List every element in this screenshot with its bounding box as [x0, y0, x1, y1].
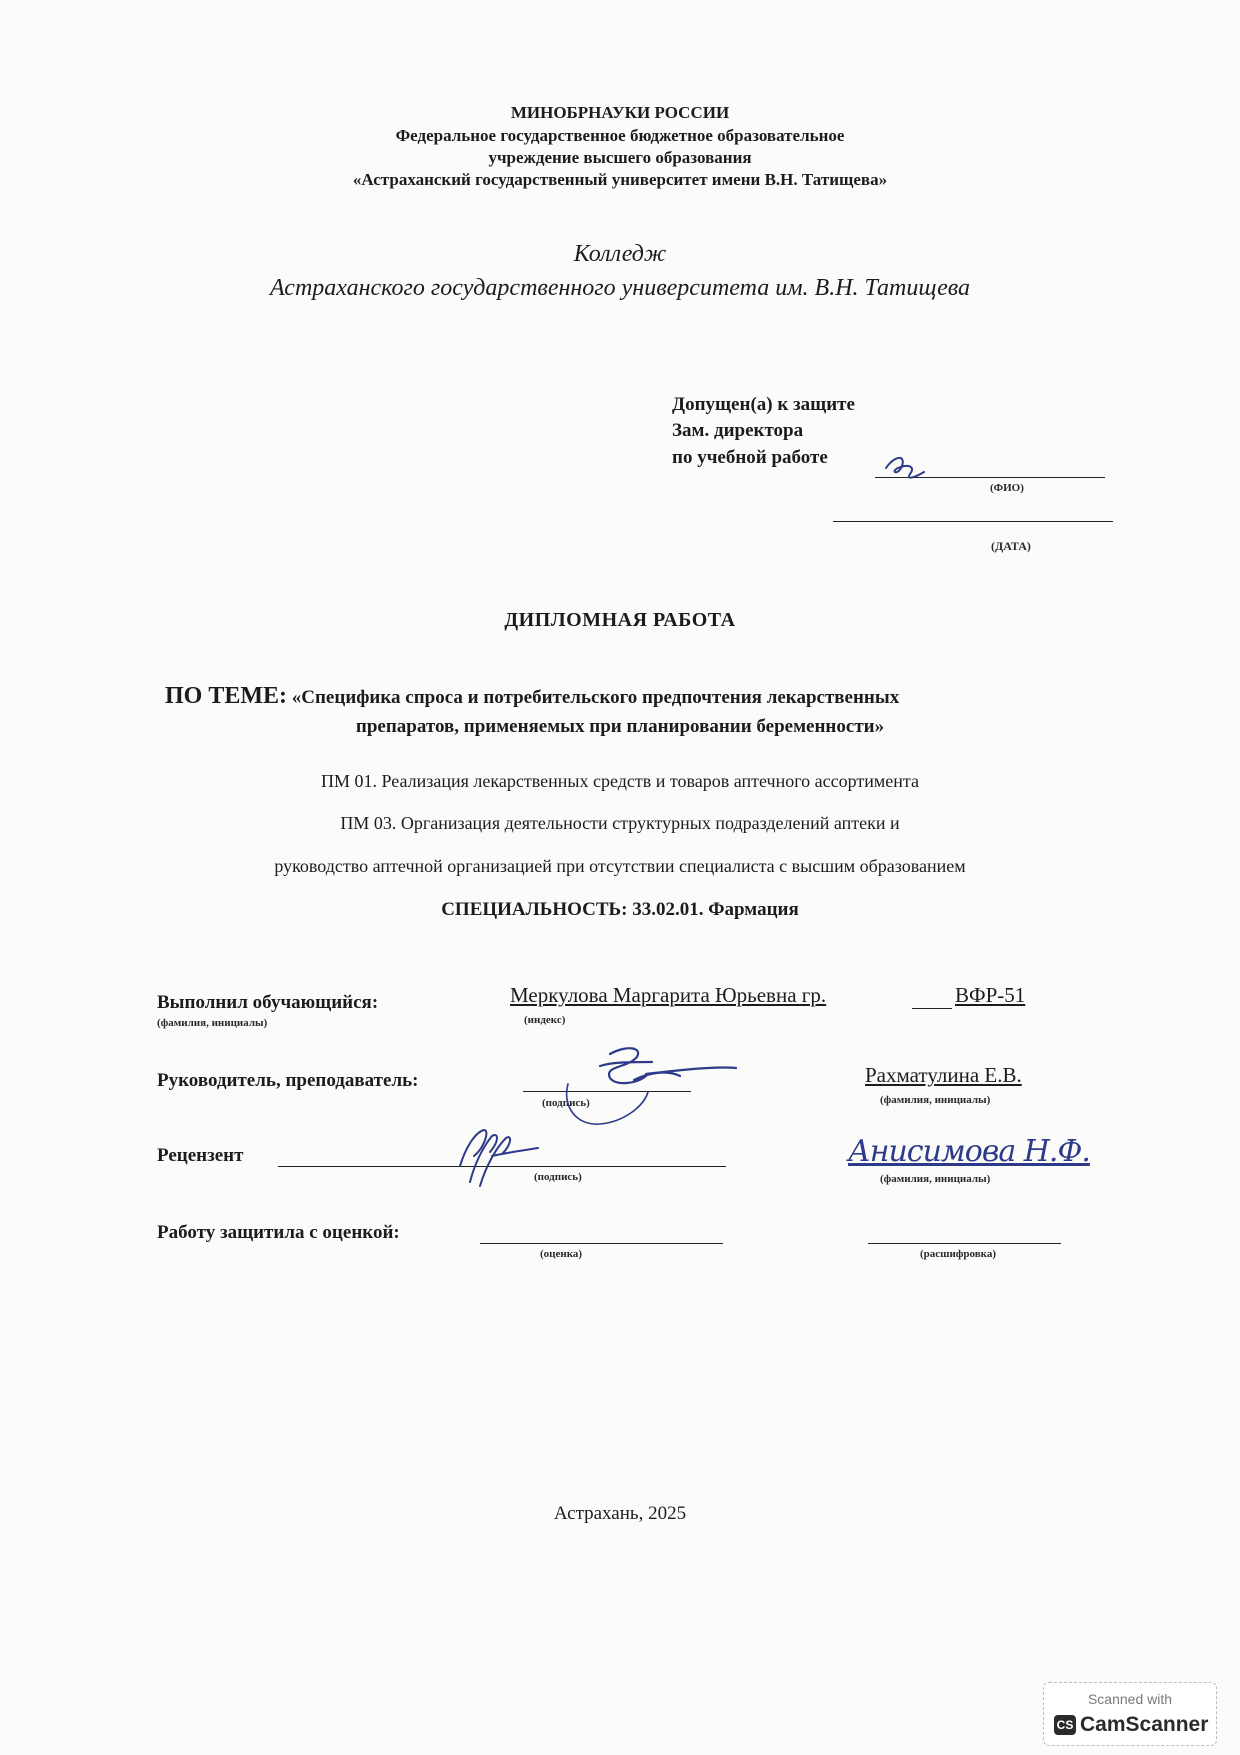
institution-line-3: «Астраханский государственный университет имени В.Н. Татищева»	[352, 170, 888, 189]
grade-caption: (оценка)	[540, 1248, 583, 1260]
badge-brand: CamScanner	[1080, 1713, 1209, 1736]
group-underline-gap	[912, 1008, 952, 1009]
institution-line-1: Федеральное государственное бюджетное образовательное	[395, 126, 845, 145]
approval-line-2: Зам. директора	[672, 420, 804, 441]
module-pm01: ПМ 01. Реализация лекарственных средств и товаров аптечного ассортимента	[321, 771, 919, 791]
grade-label: Работу защитила с оценкой:	[157, 1222, 400, 1243]
badge-brand-row	[1054, 1713, 1208, 1737]
approval-signature	[880, 446, 932, 486]
index-caption: (индекс)	[524, 1014, 566, 1026]
decode-line	[868, 1243, 1061, 1244]
supervisor-name: Рахматулина Е.В.	[865, 1063, 1022, 1087]
decode-caption: (расшифровка)	[920, 1248, 997, 1260]
college-subtitle: Астраханского государственного университета им. В.Н. Татищева	[270, 275, 970, 301]
reviewer-name-caption: (фамилия, инициалы)	[880, 1173, 991, 1185]
supervisor-signature-caption: (подпись)	[542, 1097, 590, 1109]
topic-title-line-2: препаратов, применяемых при планировании беременности»	[355, 716, 885, 737]
fio-caption: (ФИО)	[990, 482, 1024, 494]
reviewer-name: Анисимова Н.Ф.	[848, 1134, 1090, 1169]
city-year: Астрахань, 2025	[553, 1503, 687, 1524]
ministry-title: МИНОБРНАУКИ РОССИИ	[510, 103, 730, 122]
performer-group: ВФР-51	[955, 983, 1026, 1007]
performer-caption: (фамилия, инициалы)	[157, 1017, 268, 1029]
performer-name: Меркулова Маргарита Юрьевна гр.	[510, 983, 827, 1007]
reviewer-signature	[440, 1122, 540, 1190]
camscanner-logo-icon: CS	[1054, 1715, 1076, 1735]
module-pm03-line-2: руководство аптечной организацией при отсутствии специалиста с высшим образованием	[274, 856, 966, 876]
approval-line-1: Допущен(а) к защите	[672, 394, 855, 415]
grade-line	[480, 1243, 723, 1244]
college-title: Колледж	[573, 241, 667, 267]
module-pm03-line-1: ПМ 03. Организация деятельности структурных подразделений аптеки и	[340, 813, 900, 833]
supervisor-signature	[540, 1040, 745, 1135]
supervisor-label: Руководитель, преподаватель:	[157, 1070, 419, 1091]
topic-title-line-1: «Специфика спроса и потребительского предпочтения лекарственных	[291, 687, 900, 708]
performer-label: Выполнил обучающийся:	[157, 992, 379, 1013]
camscanner-badge	[1043, 1682, 1217, 1746]
date-caption: (ДАТА)	[991, 539, 1031, 553]
document-type: ДИПЛОМНАЯ РАБОТА	[504, 609, 736, 631]
supervisor-name-caption: (фамилия, инициалы)	[880, 1094, 991, 1106]
approval-line-3: по учебной работе	[672, 447, 828, 468]
topic-prefix: ПО ТЕМЕ:	[165, 683, 288, 709]
topic-line-1	[165, 683, 899, 710]
institution-line-2: учреждение высшего образования	[488, 148, 752, 167]
specialty: СПЕЦИАЛЬНОСТЬ: 33.02.01. Фармация	[441, 899, 799, 920]
reviewer-signature-caption: (подпись)	[534, 1171, 582, 1183]
date-line	[833, 521, 1113, 522]
reviewer-label: Рецензент	[157, 1145, 244, 1166]
badge-caption: Scanned with	[1087, 1691, 1173, 1707]
